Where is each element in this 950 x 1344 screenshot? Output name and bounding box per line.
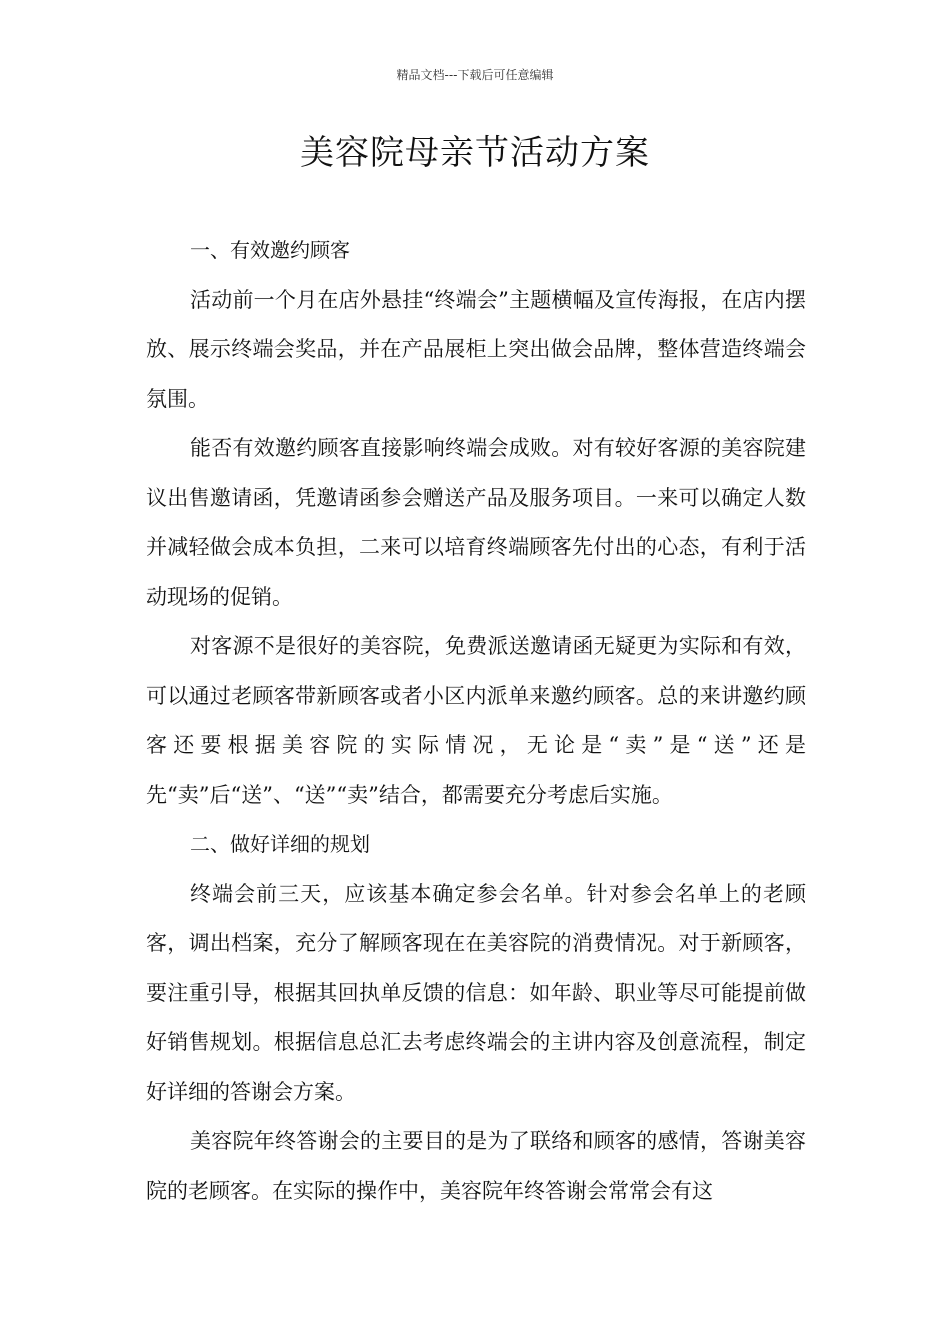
document-body: [146, 226, 806, 1216]
document-title: 美容院母亲节活动方案: [300, 133, 650, 173]
paragraph-5: 美容院年终答谢会的主要目的是为了联络和顾客的感情，答谢美容院的老顾客。在实际的操作中，美容院年终答谢会常常会有这: [146, 1129, 806, 1203]
section-heading-1: 一、有效邀约顾客: [190, 238, 350, 262]
paragraph-4: 终端会前三天，应该基本确定参会名单。针对参会名单上的老顾客，调出档案，充分了解顾客现在在美容院的消费情况。对于新顾客，要注重引导，根据其回执单反馈的信息：如年龄、职业等尽可能提前做好销售规划。根据信息总汇去考虑终端会的主讲内容及创意流程，制定好详细的答谢会方案。: [146, 881, 806, 1104]
paragraph-3: 对客源不是很好的美容院，免费派送邀请函无疑更为实际和有效，可以通过老顾客带新顾客或者小区内派单来邀约顾客。总的来讲邀约顾客还要根据美容院的实际情况，无论是“卖”是“送”还是先“卖”后“送”、“送”“卖”结合，都需要充分考虑后实施。: [146, 634, 806, 807]
section-heading-2: 二、做好详细的规划: [190, 832, 370, 856]
paragraph-1: 活动前一个月在店外悬挂“终端会”主题横幅及宣传海报，在店内摆放、展示终端会奖品，并在产品展柜上突出做会品牌，整体营造终端会氛围。: [146, 287, 806, 411]
paragraph-2: 能否有效邀约顾客直接影响终端会成败。对有较好客源的美容院建议出售邀请函，凭邀请函参会赠送产品及服务项目。一来可以确定人数并减轻做会成本负担，二来可以培育终端顾客先付出的心态，有利于活动现场的促销。: [146, 436, 806, 609]
header-note: 精品文档---下载后可任意编辑: [396, 68, 554, 82]
